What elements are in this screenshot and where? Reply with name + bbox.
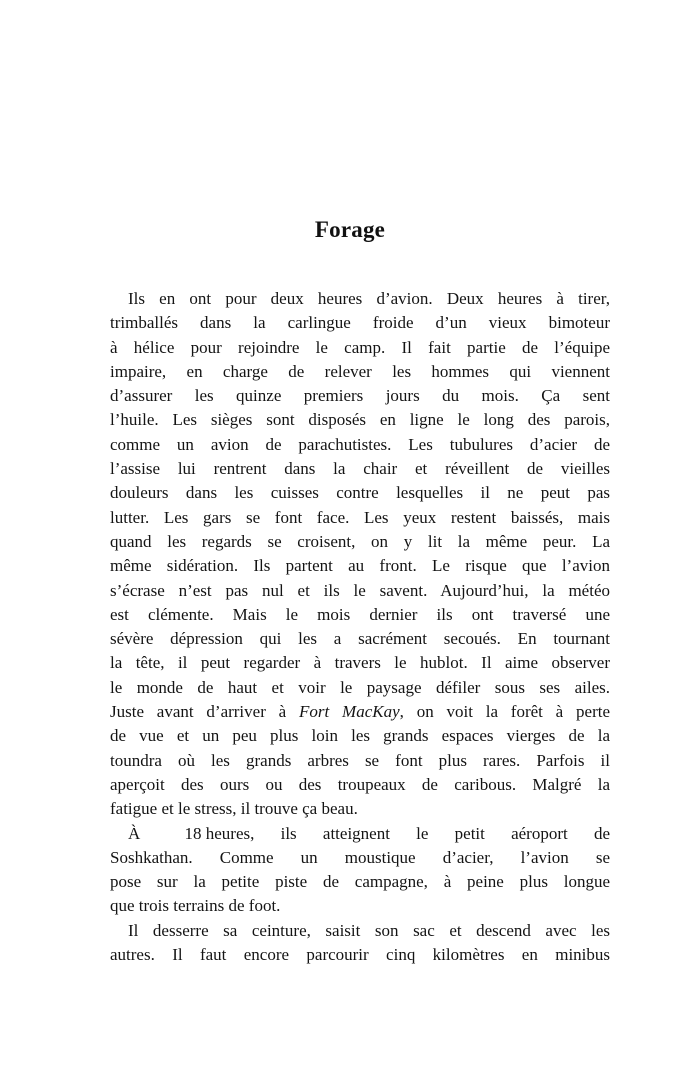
text-line: l’huile. Les sièges sont disposés en ligne le long des parois, [110,410,610,430]
text-line: trimballés dans la carlingue froide d’un vieux bimoteur [110,313,610,333]
text-line: d’assurer les quinze premiers jours du mois. Ça sent [110,386,610,406]
paragraph [110,919,610,968]
paragraph [110,287,610,822]
text-line: autres. Il faut encore parcourir cinq kilomètres en minibus [110,945,610,965]
text-line: toundra où les grands arbres se font plus rares. Parfois il [110,750,610,770]
text-line: Soshkathan. Comme un moustique d’acier, l’avion se [110,847,610,867]
text-line: douleurs dans les cuisses contre lesquelles il ne peut pas [110,483,610,503]
text-line: l’assise lui rentrent dans la chair et réveillent de vieilles [110,459,610,479]
text-line: pose sur la petite piste de campagne, à peine plus longue [110,872,610,892]
text-line: s’écrase n’est pas nul et ils le savent. Aujourd’hui, la météo [110,580,610,600]
text-line: que trois terrains de foot. [110,896,281,916]
text-line: la tête, il peut regarder à travers le hublot. Il aime observer [110,653,610,673]
text-line: le monde de haut et voir le paysage défiler sous ses ailes. [110,677,610,697]
text-line: fatigue et le stress, il trouve ça beau. [110,799,358,819]
italic-place-name: Fort MacKay [299,702,400,722]
text-line: aperçoit des ours ou des troupeaux de caribous. Malgré la [110,774,610,794]
no-break-phrase: 18 heures [184,823,251,843]
text-line: lutter. Les gars se font face. Les yeux restent baissés, mais [110,507,610,527]
text-line: Juste avant d’arriver à Fort MacKay, on voit la forêt à perte [110,702,610,722]
text-line: sévère dépression qui les a sacrément secoués. En tournant [110,629,610,649]
text-line: est clémente. Mais le mois dernier ils ont traversé une [110,604,610,624]
text-line: même sidération. Ils partent au front. Le risque que l’avion [110,556,610,576]
text-line: à hélice pour rejoindre le camp. Il fait partie de l’équipe [110,337,610,357]
text-line: Il desserre sa ceinture, saisit son sac et descend avec les [128,920,610,940]
text-line: À 18 heures, ils atteignent le petit aéroport de [110,822,610,846]
paragraph [110,822,610,919]
body-text [110,287,610,967]
text-line: impaire, en charge de relever les hommes qui viennent [110,361,610,381]
text-line: quand les regards se croisent, on y lit la même peur. La [110,531,610,551]
text-line: comme un avion de parachutistes. Les tubulures d’acier de [110,434,610,454]
text-line: de vue et un peu plus loin les grands espaces vierges de la [110,726,610,746]
text-line: Ils en ont pour deux heures d’avion. Deux heures à tirer, [128,289,610,308]
chapter-title: Forage [314,217,386,242]
